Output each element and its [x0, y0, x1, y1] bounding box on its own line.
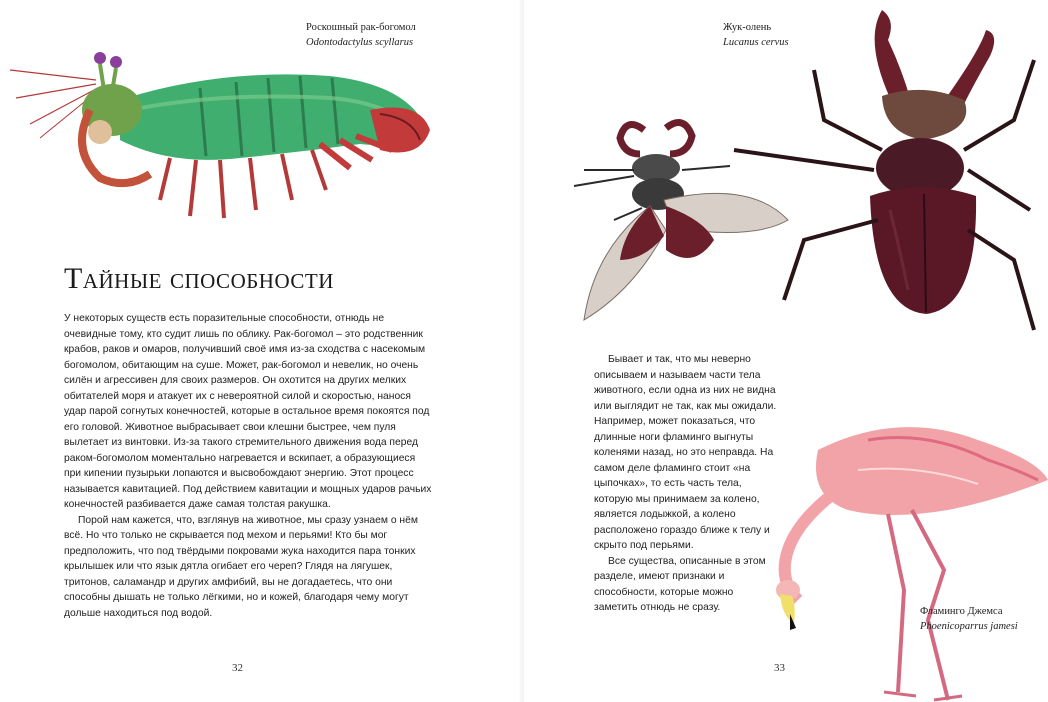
flamingo-illustration: [748, 400, 1048, 702]
beetle-common-name: Жук-олень: [723, 22, 772, 33]
beetle-latin-name: Lucanus cervus: [723, 37, 789, 48]
flamingo-caption: [920, 604, 1018, 634]
left-paragraph-2: Порой нам кажется, что, взглянув на животное, мы сразу узнаем о нём всё. Но что только не скрывается под мехом и перьями! Кто бы мог предположить, что под твёрдыми покровами жука находится пара тонких крылышек или что язык дятла огибает его череп? Глядя на лягушек, тритонов, саламандр и других амфибий, вы не догадаетесь, что они способны дышать не только лёгкими, но и кожей, благодаря чему могут дольше находиться под водой.: [64, 514, 418, 619]
mantis-shrimp-illustration: [0, 40, 440, 240]
left-body-text: [64, 311, 434, 621]
section-title: Тайные способности: [64, 262, 334, 295]
flamingo-common-name: Фламинго Джемса: [920, 606, 1003, 617]
right-page: [524, 0, 1048, 702]
right-paragraph-1: Бывает и так, что мы неверно описываем и называем части тела животного, если одна из них не видна или выглядит не так, как мы ожидали. Например, может показаться, что длинные ноги фламинго выгнуты коленями назад, но это неправда. На самом деле фламинго стоит «на цыпочках», то есть часть тела, которую мы принимаем за колено, является лодыжкой, а колено расположено гораздо ближе к телу и скрыто под перьями.: [594, 354, 777, 551]
flamingo-latin-name: Phoenicoparrus jamesi: [920, 621, 1018, 632]
mantis-common-name: Роскошный рак-богомол: [306, 22, 416, 33]
stag-beetle-illustration: [714, 0, 1044, 360]
page-number-left: 32: [232, 662, 243, 674]
left-paragraph-1: У некоторых существ есть поразительные способности, отнюдь не очевидные тому, кто судит лишь по облику. Рак-богомол – это родственник крабов, раков и омаров, получивший своё имя из-за сходства с насекомым богомолом, обитающим на суше. Может, рак-богомол и невелик, но очень силён и агрессивен для своих размеров. Он охотится на других мелких обитателей моря и атакует их с невероятной силой и скоростью, нанося удар парой согнутых конечностей, которые в остальное время покоятся под его головой. Животное выбрасывает свои клешни быстрее, чем пуля вылетает из винтовки. Из-за такого стремительного движения вода перед раком-богомолом моментально нагревается и вскипает, а образующиеся при кипении пузырьки лопаются и высвобождают энергию. Этот процесс называется кавитацией. Под действием кавитации и мощных ударов рачьих конечностей разбивается даже самая толстая ракушка.: [64, 313, 432, 510]
page-number-right: 33: [774, 662, 785, 674]
right-paragraph-2: Все существа, описанные в этом разделе, имеют признаки и способности, которые можно заметить отнюдь не сразу.: [594, 555, 766, 613]
mantis-latin-name: Odontodactylus scyllarus: [306, 37, 414, 48]
